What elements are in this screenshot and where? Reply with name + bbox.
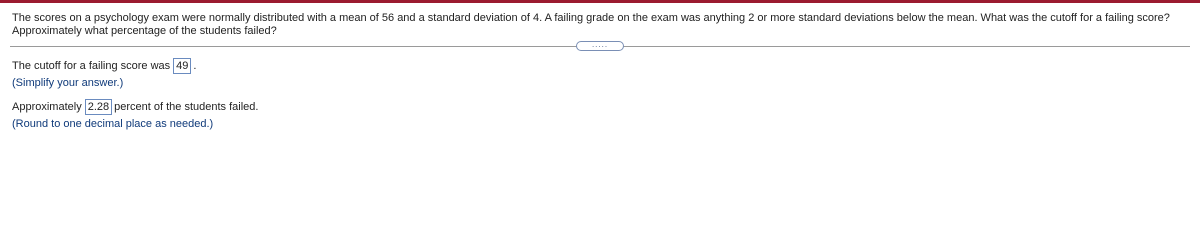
- top-accent-bar: [0, 0, 1200, 3]
- answer-prefix: Approximately: [12, 101, 82, 113]
- answer-line-cutoff: [12, 58, 196, 74]
- answer-block-cutoff: [12, 58, 196, 90]
- percentage-answer-field[interactable]: 2.28: [85, 99, 112, 115]
- cutoff-answer-field[interactable]: 49: [173, 58, 191, 74]
- question-text: [12, 12, 1192, 38]
- answer-suffix: .: [193, 60, 197, 72]
- answer-hint: (Simplify your answer.): [12, 77, 124, 89]
- answer-block-percentage: [12, 99, 258, 131]
- question-line-1: The scores on a psychology exam were normally distributed with a mean of 56 and a standard deviation of 4. A failing grade on the exam was anything 2 or more standard deviations below the mean. What was the cutoff for a failing score?: [12, 12, 1170, 24]
- answer-hint: (Round to one decimal place as needed.): [12, 118, 214, 130]
- answer-line-percentage: [12, 99, 258, 115]
- question-line-2: Approximately what percentage of the students failed?: [12, 25, 277, 37]
- expand-more-button[interactable]: .....: [576, 41, 624, 51]
- answer-prefix: The cutoff for a failing score was: [12, 60, 171, 72]
- answer-suffix: percent of the students failed.: [114, 101, 259, 113]
